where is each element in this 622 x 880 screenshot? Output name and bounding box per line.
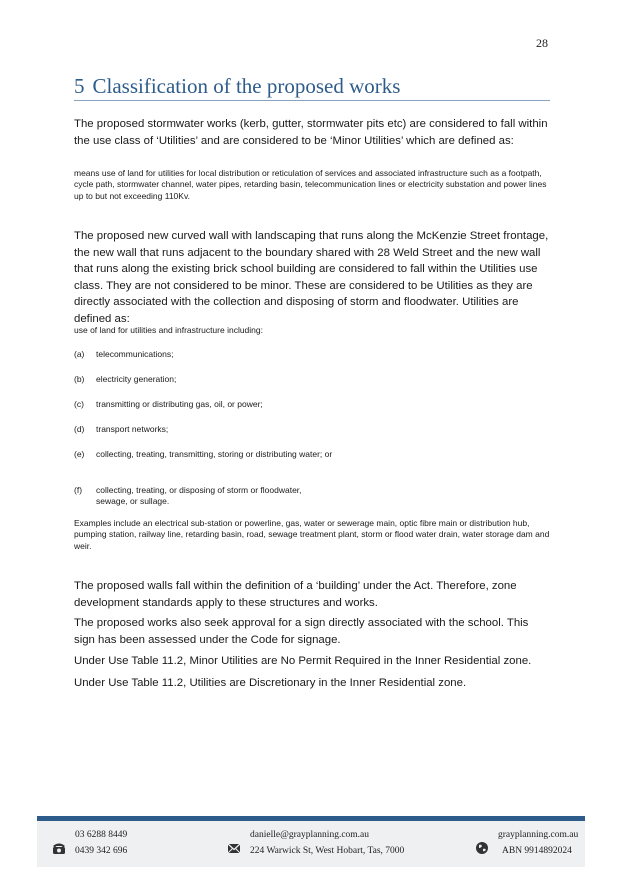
section-title: Classification of the proposed works xyxy=(92,74,401,98)
list-item-label: (d) xyxy=(74,424,85,434)
website-link[interactable]: grayplanning.com.au xyxy=(498,830,579,840)
list-item-text: telecommunications; xyxy=(96,349,174,359)
intro-paragraph: The proposed stormwater works (kerb, gutter, stormwater pits etc) are considered to fall within the use class of ‘Utilities’ and are considered to be ‘Minor Utilities’ which are defined as: xyxy=(74,118,548,147)
use-table-utilities-paragraph: Under Use Table 11.2, Utilities are Discretionary in the Inner Residential zone. xyxy=(74,677,467,689)
use-table-minor-paragraph: Under Use Table 11.2, Minor Utilities are No Permit Required in the Inner Residential zone. xyxy=(74,655,532,667)
phone-icon xyxy=(52,841,66,855)
walls-paragraph: The proposed new curved wall with landscaping that runs along the McKenzie Street frontage, the new wall that runs adjacent to the boundary shared with 28 Weld Street and the new wall that runs along the existing brick school building are considered to fall within the Utilities use class. They are not considered to be minor. These are considered to be Utilities as they are directly associated with the collection and disposing of storm and floodwater. Utilities are defined as: xyxy=(74,230,549,325)
list-item-text: transport networks; xyxy=(96,424,169,434)
postal-address: 224 Warwick St, West Hobart, Tas, 7000 xyxy=(250,846,405,856)
utilities-definition-intro: use of land for utilities and infrastructure including: xyxy=(74,325,263,335)
list-item-label: (f) xyxy=(74,485,83,495)
list-item xyxy=(74,399,334,410)
list-item-label: (b) xyxy=(74,374,85,384)
sign-paragraph: The proposed works also seek approval for a sign directly associated with the school. This sign has been assessed under the Code for signage. xyxy=(74,617,529,646)
list-item xyxy=(74,349,334,360)
list-item-text: transmitting or distributing gas, oil, or power; xyxy=(96,399,263,409)
globe-icon xyxy=(475,841,489,855)
abn-number: ABN 9914892024 xyxy=(502,846,572,856)
email-link[interactable]: danielle@grayplanning.com.au xyxy=(250,830,370,840)
list-item-text: collecting, treating, or disposing of storm or floodwater, sewage, or sullage. xyxy=(96,485,302,507)
section-heading xyxy=(74,74,550,101)
list-item-label: (e) xyxy=(74,449,85,459)
minor-utilities-definition: means use of land for utilities for local distribution or reticulation of services and associated infrastructure such as a footpath, cycle path, stormwater channel, water pipes, retarding basin, telecommunication lines or electricity substation and power lines up to but not exceeding 110Kv. xyxy=(74,168,547,201)
phone-number-1[interactable]: 03 6288 8449 xyxy=(75,830,128,840)
mail-icon xyxy=(227,841,241,855)
list-item-label: (c) xyxy=(74,399,84,409)
building-paragraph: The proposed walls fall within the definition of a ‘building’ under the Act. Therefore, zone development standards apply to these structures and works. xyxy=(74,580,517,609)
list-item xyxy=(74,374,334,385)
list-item-label: (a) xyxy=(74,349,85,359)
page-number: 28 xyxy=(536,36,548,50)
list-item xyxy=(74,424,334,435)
list-item-text: electricity generation; xyxy=(96,374,177,384)
phone-number-2[interactable]: 0439 342 696 xyxy=(75,846,128,856)
examples-paragraph: Examples include an electrical sub-station or powerline, gas, water or sewerage main, optic fibre main or distribution hub, pumping station, railway line, retarding basin, road, sewage treatment plant, storm or flood water drain, water storage dam and weir. xyxy=(74,518,550,551)
list-item xyxy=(74,449,334,460)
list-item-text: collecting, treating, transmitting, storing or distributing water; or xyxy=(96,449,333,459)
list-item xyxy=(74,485,334,508)
section-number: 5 xyxy=(74,74,85,98)
footer xyxy=(37,821,585,867)
